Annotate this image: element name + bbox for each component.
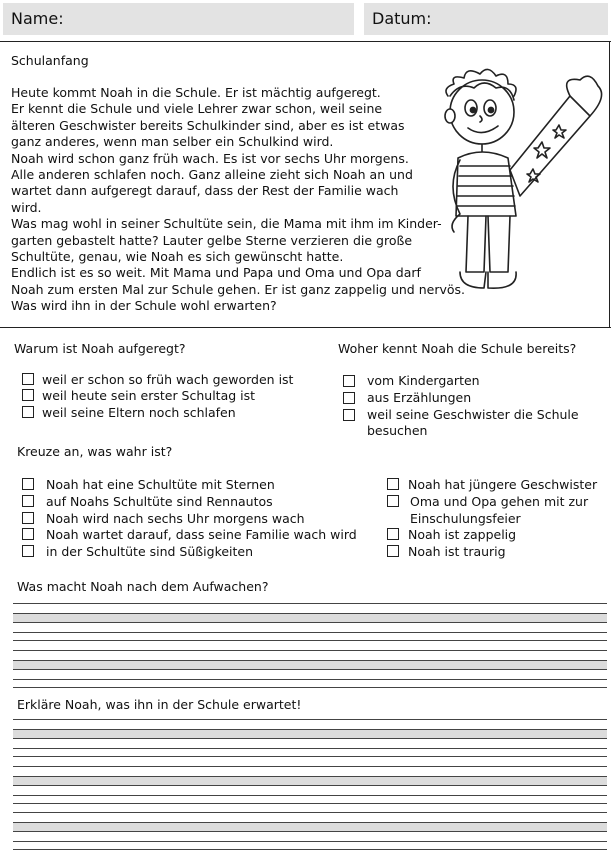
checkbox-q2-2[interactable] <box>343 409 355 421</box>
option-q2-2-continued: besuchen <box>367 423 428 438</box>
checkbox-q1-0[interactable] <box>22 373 34 385</box>
option-q3-left-2: Noah wird nach sechs Uhr morgens wach <box>46 511 305 526</box>
checkbox-q2-0[interactable] <box>343 375 355 387</box>
checkbox-q3-left-1[interactable] <box>22 495 34 507</box>
checkbox-q3-left-4[interactable] <box>22 545 34 557</box>
option-q2-0: vom Kindergarten <box>367 373 480 388</box>
question-what-is-true: Kreuze an, was wahr ist? <box>17 444 173 459</box>
boy-with-school-cone-illustration <box>440 66 610 314</box>
writing-lines-q4-b[interactable] <box>13 650 607 688</box>
writing-lines-q4-a[interactable] <box>13 603 607 641</box>
divider-middle <box>0 327 611 328</box>
checkbox-q1-2[interactable] <box>22 406 34 418</box>
option-q2-2: weil seine Geschwister die Schule <box>367 407 579 422</box>
checkbox-q3-left-2[interactable] <box>22 512 34 524</box>
date-label: Datum: <box>372 9 432 28</box>
question-after-waking: Was macht Noah nach dem Aufwachen? <box>17 579 269 594</box>
question-explain-school: Erkläre Noah, was ihn in der Schule erwartet! <box>17 697 302 712</box>
option-q3-right-3: Noah ist traurig <box>408 544 506 559</box>
question-why-excited: Warum ist Noah aufgeregt? <box>14 341 186 356</box>
story-text: Heute kommt Noah in die Schule. Er ist mächtig aufgeregt. Er kennt die Schule und viele Lehrer zwar schon, weil seine älteren Geschwister bereits Schulkinder sind, aber es ist etwas ganz anderes, wenn man selber ein Schulkind wird. Noah wird schon ganz früh wach. Es ist vor sechs Uhr morgens. Alle anderen schlafen noch. Ganz alleine zieht sich Noah an und wartet dann aufgeregt darauf, dass der Rest der Familie wach wird. Was mag wohl in seiner Schultüte sein, die Mama mit ihm im Kinder- garten gebastelt hatte? Lauter gelbe Sterne verzieren die große Schultüte, genau, wie Noah es sich gewünscht hatte. Endlich ist es so weit. Mit Mama und Papa und Oma und Opa darf Noah zum ersten Mal zur Schule gehen. Er ist ganz zappelig und nervös. Was wird ihn in der Schule wohl erwarten? <box>11 85 465 314</box>
option-q3-left-4: in der Schultüte sind Süßigkeiten <box>46 544 254 559</box>
option-q3-left-1: auf Noahs Schultüte sind Rennautos <box>46 494 273 509</box>
checkbox-q3-right-2[interactable] <box>387 528 399 540</box>
divider-top <box>0 41 611 42</box>
option-q3-right-1: Oma und Opa gehen mit zur <box>410 494 589 509</box>
writing-lines-q5-a[interactable] <box>13 719 607 757</box>
checkbox-q3-left-3[interactable] <box>22 528 34 540</box>
story-title: Schulanfang <box>11 53 89 68</box>
name-label: Name: <box>11 9 64 28</box>
option-q1-0: weil er schon so früh wach geworden ist <box>42 372 294 387</box>
option-q2-1: aus Erzählungen <box>367 390 472 405</box>
question-where-knows-school: Woher kennt Noah die Schule bereits? <box>338 341 577 356</box>
option-q3-left-3: Noah wartet darauf, dass seine Familie wach wird <box>46 527 357 542</box>
option-q1-2: weil seine Eltern noch schlafen <box>42 405 236 420</box>
option-q1-1: weil heute sein erster Schultag ist <box>42 388 256 403</box>
option-q3-right-1-continued: Einschulungsfeier <box>410 511 521 526</box>
writing-lines-q5-c[interactable] <box>13 812 607 850</box>
date-field[interactable] <box>364 3 608 35</box>
name-field[interactable] <box>3 3 354 35</box>
checkbox-q2-1[interactable] <box>343 392 355 404</box>
writing-lines-q5-b[interactable] <box>13 766 607 804</box>
option-q3-left-0: Noah hat eine Schultüte mit Sternen <box>46 477 275 492</box>
checkbox-q3-right-3[interactable] <box>387 545 399 557</box>
checkbox-q3-left-0[interactable] <box>22 478 34 490</box>
option-q3-right-0: Noah hat jüngere Geschwister <box>408 477 598 492</box>
checkbox-q1-1[interactable] <box>22 389 34 401</box>
option-q3-right-2: Noah ist zappelig <box>408 527 517 542</box>
checkbox-q3-right-0[interactable] <box>387 478 399 490</box>
checkbox-q3-right-1[interactable] <box>387 495 399 507</box>
